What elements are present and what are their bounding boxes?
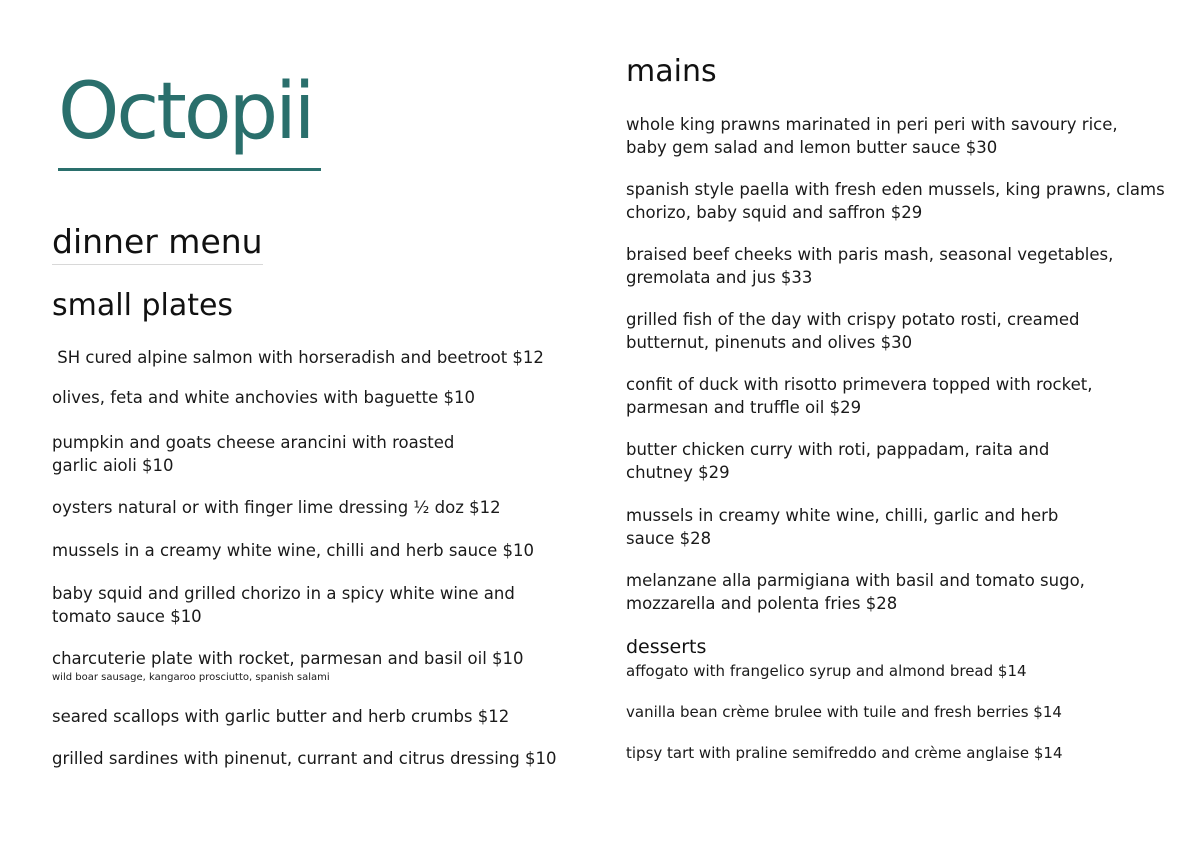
main-item [626,244,1113,289]
main-item [626,179,1165,224]
main-line: mozzarella and polenta fries $28 [626,593,898,613]
small-plate-item [52,748,556,771]
small-plate-item [52,583,515,628]
main-line: parmesan and truffle oil $29 [626,397,862,417]
main-line: butternut, pinenuts and olives $30 [626,332,913,352]
small-plate-line: mussels in a creamy white wine, chilli and herb sauce $10 [52,541,534,560]
small-plate-line: garlic aioli $10 [52,455,174,475]
small-plate-line: baby squid and grilled chorizo in a spicy white wine and [52,584,515,603]
menu-title: dinner menu [52,222,263,265]
small-plate-item [52,347,544,370]
small-plate-item [52,706,509,729]
small-plate-line: pumpkin and goats cheese arancini with roasted [52,433,455,452]
main-line: baby gem salad and lemon butter sauce $30 [626,137,998,157]
logo-wordmark: Octopii [58,67,313,157]
small-plate-line: SH cured alpine salmon with horseradish and beetroot $12 [52,348,544,367]
small-plate-line: oysters natural or with finger lime dressing ½ doz $12 [52,498,501,517]
main-line: gremolata and jus $33 [626,267,813,287]
main-item [626,505,1058,550]
small-plate-item [52,497,501,520]
small-plate-item [52,648,524,684]
main-line: butter chicken curry with roti, pappadam, raita and [626,440,1050,459]
small-plate-line: olives, feta and white anchovies with baguette $10 [52,388,476,407]
small-plates-heading: small plates [52,288,234,323]
dessert-item: tipsy tart with praline semifreddo and crème anglaise $14 [626,744,1063,762]
small-plate-item [52,540,534,563]
small-plate-note: wild boar sausage, kangaroo prosciutto, spanish salami [52,671,330,683]
main-line: confit of duck with risotto primevera topped with rocket, [626,375,1093,394]
main-line: grilled fish of the day with crispy potato rosti, creamed [626,310,1080,329]
main-item [626,114,1118,159]
small-plate-line: charcuterie plate with rocket, parmesan and basil oil $10 [52,649,524,668]
dessert-item: affogato with frangelico syrup and almond bread $14 [626,662,1027,680]
dessert-item: vanilla bean crème brulee with tuile and fresh berries $14 [626,703,1062,721]
logo-underline [58,168,321,171]
main-line: spanish style paella with fresh eden mussels, king prawns, clams [626,180,1165,199]
main-line: melanzane alla parmigiana with basil and tomato sugo, [626,571,1085,590]
main-item [626,439,1049,484]
main-line: chorizo, baby squid and saffron $29 [626,202,923,222]
small-plate-line: seared scallops with garlic butter and herb crumbs $12 [52,707,510,726]
small-plate-item [52,387,475,410]
logo [58,62,322,174]
main-item [626,570,1085,615]
main-line: sauce $28 [626,528,712,548]
main-line: chutney $29 [626,462,730,482]
desserts-heading: desserts [626,636,707,658]
mains-heading: mains [626,54,717,89]
main-item [626,374,1092,419]
small-plate-item [52,432,454,477]
main-line: braised beef cheeks with paris mash, seasonal vegetables, [626,245,1114,264]
main-item [626,309,1079,354]
main-line: whole king prawns marinated in peri peri with savoury rice, [626,115,1118,134]
small-plate-line: grilled sardines with pinenut, currant and citrus dressing $10 [52,749,557,768]
small-plate-line: tomato sauce $10 [52,606,202,626]
main-line: mussels in creamy white wine, chilli, garlic and herb [626,506,1059,525]
